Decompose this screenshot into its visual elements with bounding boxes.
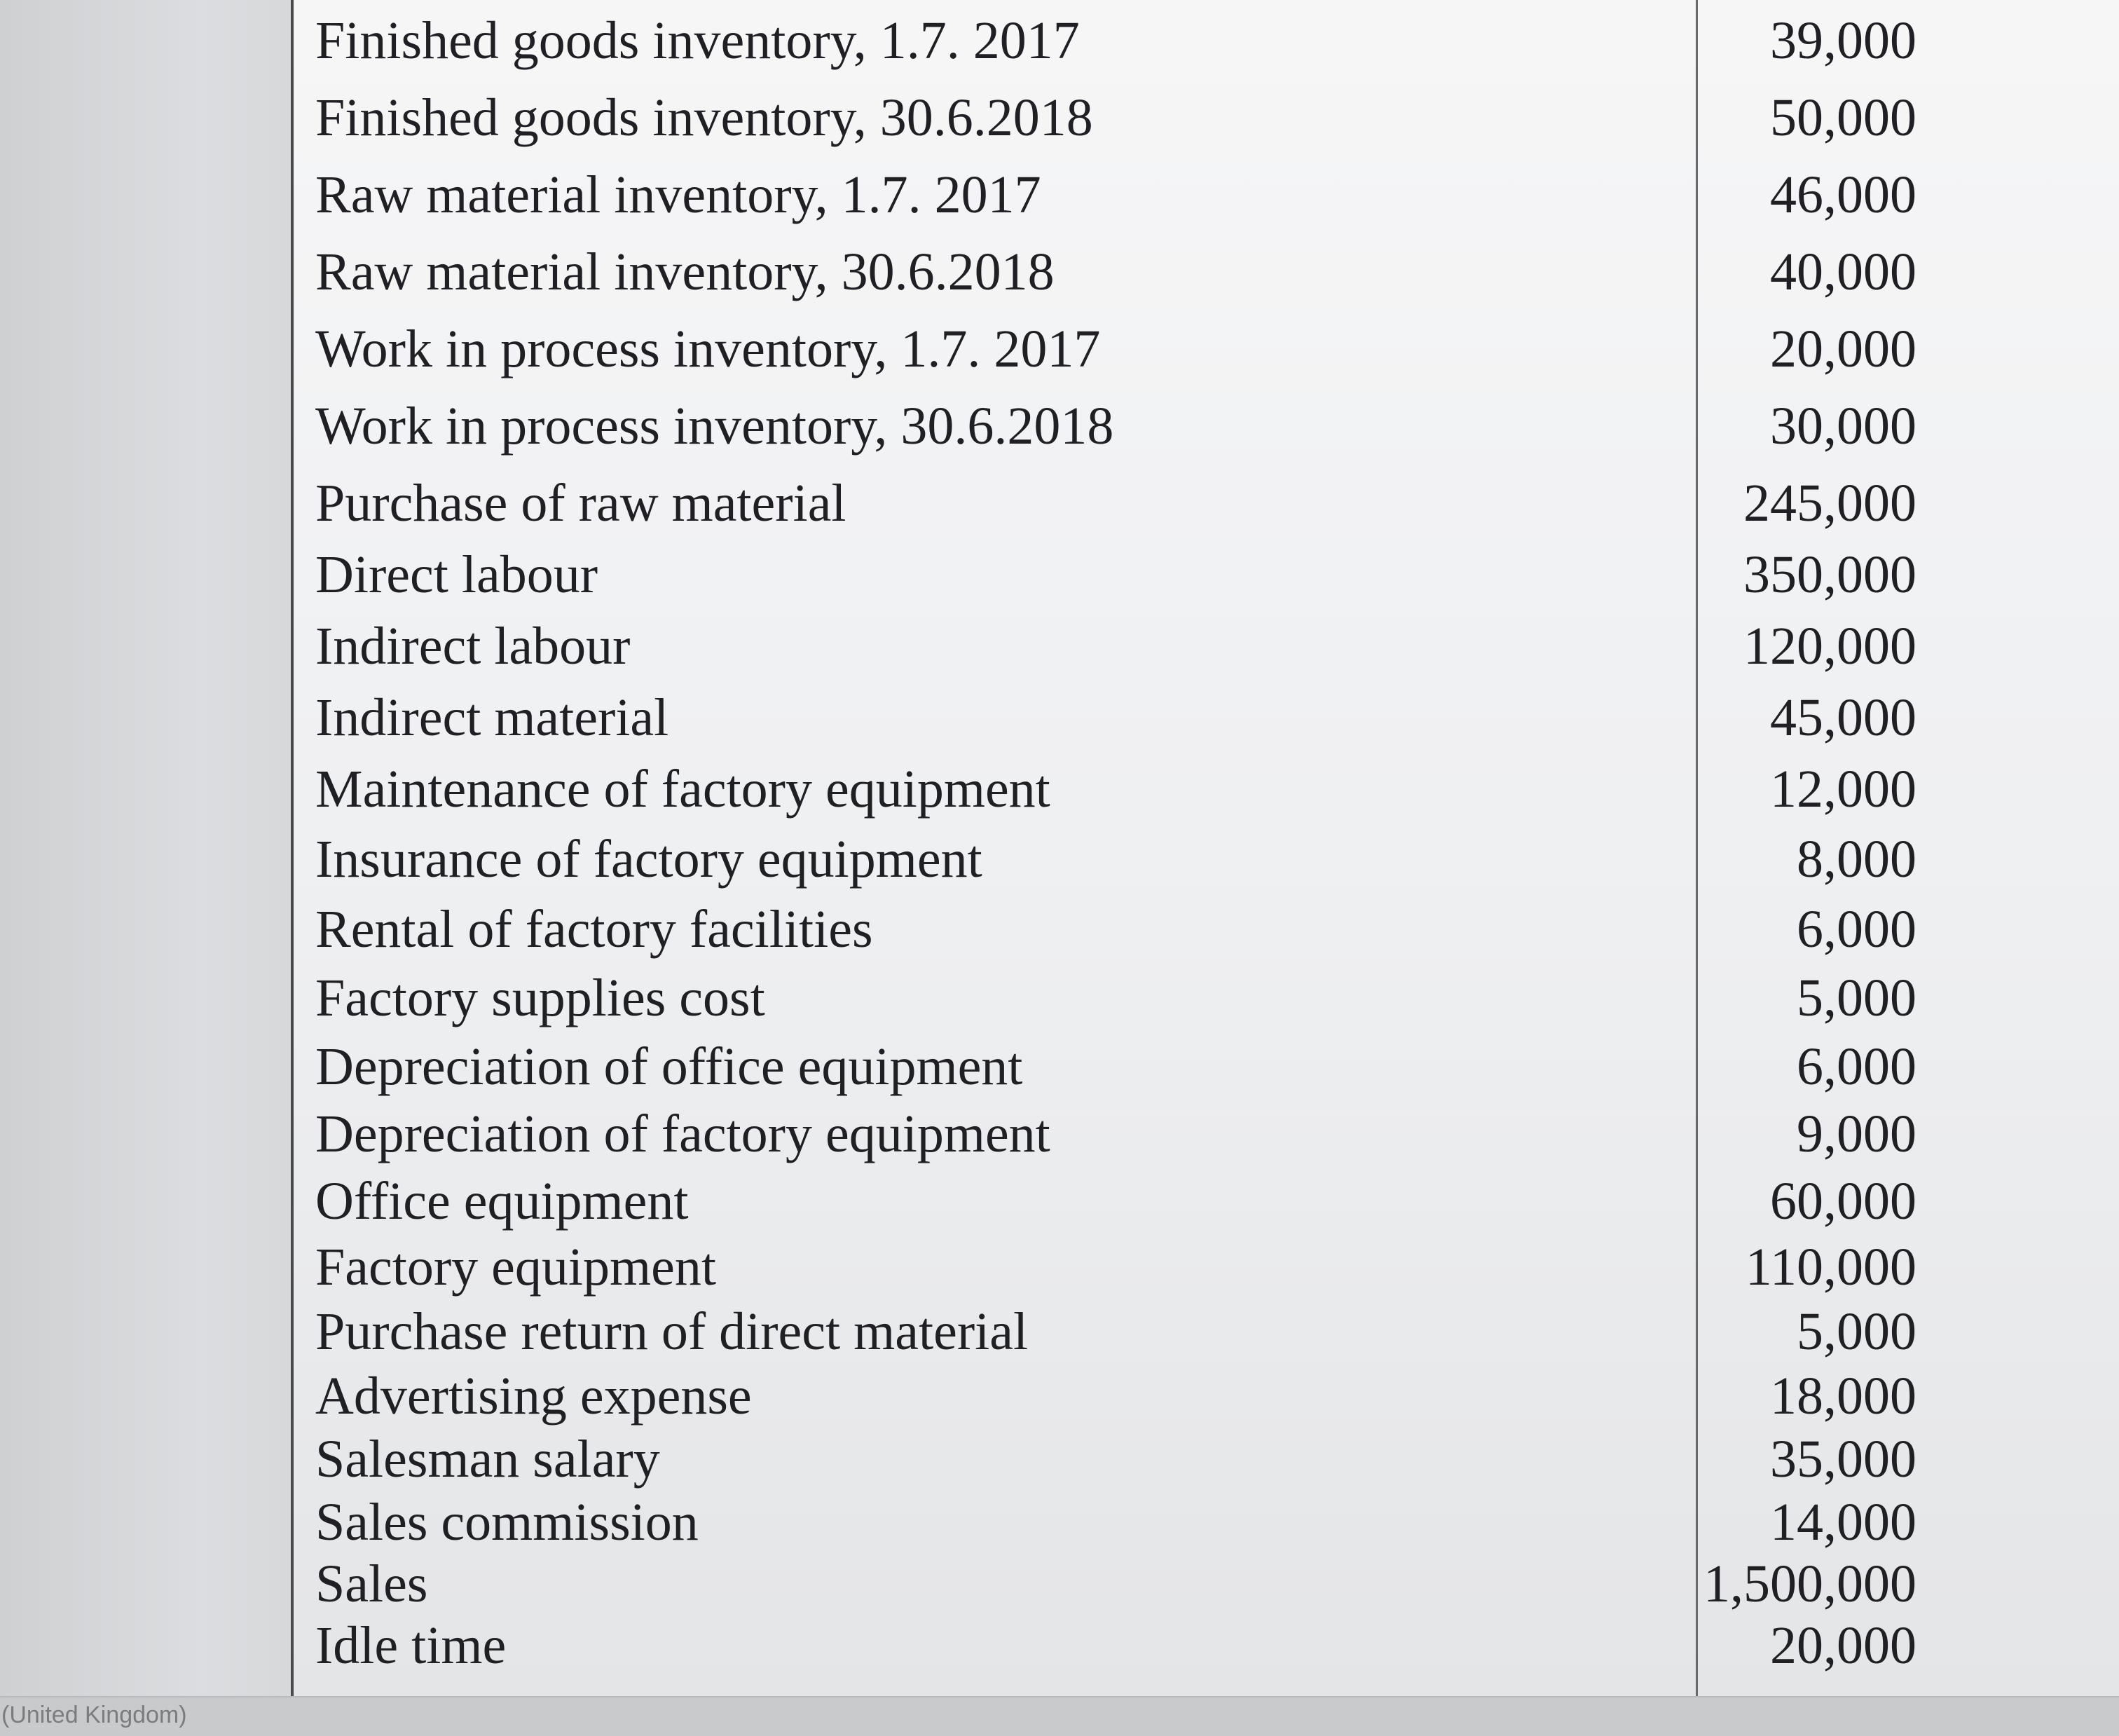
table-row-label: Depreciation of office equipment	[315, 1037, 1023, 1096]
table-row-label: Raw material inventory, 1.7. 2017	[315, 165, 1041, 224]
table-row-label: Finished goods inventory, 1.7. 2017	[315, 11, 1080, 70]
table-row-label: Indirect labour	[315, 617, 631, 676]
table-row-value: 9,000	[1797, 1105, 1916, 1163]
table-row-value: 6,000	[1797, 1037, 1916, 1096]
table-row-label: Factory supplies cost	[315, 969, 765, 1027]
table-left-border	[291, 0, 294, 1696]
table-row-label: Indirect material	[315, 688, 669, 747]
table-row-label: Purchase of raw material	[315, 474, 846, 533]
table-row-value: 110,000	[1745, 1238, 1916, 1297]
table-row-value: 45,000	[1770, 688, 1916, 747]
table-row-label: Sales commission	[315, 1493, 699, 1552]
table-row-value: 350,000	[1743, 545, 1916, 604]
table-row-value: 20,000	[1770, 320, 1916, 378]
table-row-value: 14,000	[1770, 1493, 1916, 1552]
status-bar-language[interactable]: (United Kingdom)	[1, 1702, 187, 1728]
table-row-value: 40,000	[1770, 242, 1916, 301]
table-row-label: Purchase return of direct material	[315, 1302, 1029, 1361]
table-row-value: 39,000	[1770, 11, 1916, 70]
table-row-label: Work in process inventory, 1.7. 2017	[315, 320, 1101, 378]
table-row-label: Salesman salary	[315, 1430, 660, 1489]
table-row-label: Factory equipment	[315, 1238, 716, 1297]
table-row-label: Rental of factory facilities	[315, 900, 873, 959]
table-row-value: 50,000	[1770, 88, 1916, 147]
table-row-label: Office equipment	[315, 1172, 689, 1231]
table-row-label: Depreciation of factory equipment	[315, 1105, 1050, 1163]
table-row-label: Work in process inventory, 30.6.2018	[315, 397, 1114, 456]
table-row-value: 245,000	[1743, 474, 1916, 533]
table-row-label: Raw material inventory, 30.6.2018	[315, 242, 1055, 301]
table-row-value: 35,000	[1770, 1430, 1916, 1489]
table-row-value: 46,000	[1770, 165, 1916, 224]
table-row-value: 12,000	[1770, 760, 1916, 819]
table-row-value: 120,000	[1743, 617, 1916, 676]
table-row-value: 6,000	[1797, 900, 1916, 959]
status-bar	[0, 1696, 2119, 1736]
page-left-margin	[0, 0, 291, 1735]
table-row-label: Finished goods inventory, 30.6.2018	[315, 88, 1093, 147]
table-row-value: 30,000	[1770, 397, 1916, 456]
table-row-value: 8,000	[1797, 830, 1916, 889]
table-row-value: 18,000	[1770, 1367, 1916, 1426]
table-row-value: 5,000	[1797, 1302, 1916, 1361]
table-row-value: 60,000	[1770, 1172, 1916, 1231]
table-row-label: Direct labour	[315, 545, 598, 604]
table-row-label: Advertising expense	[315, 1367, 752, 1426]
table-row-label: Sales	[315, 1554, 428, 1613]
table-row-label: Insurance of factory equipment	[315, 830, 982, 889]
table-row-label: Idle time	[315, 1616, 507, 1675]
table-row-value: 1,500,000	[1703, 1554, 1916, 1613]
table-row-value: 20,000	[1770, 1616, 1916, 1675]
table-row-label: Maintenance of factory equipment	[315, 760, 1050, 819]
table-row-value: 5,000	[1797, 969, 1916, 1027]
